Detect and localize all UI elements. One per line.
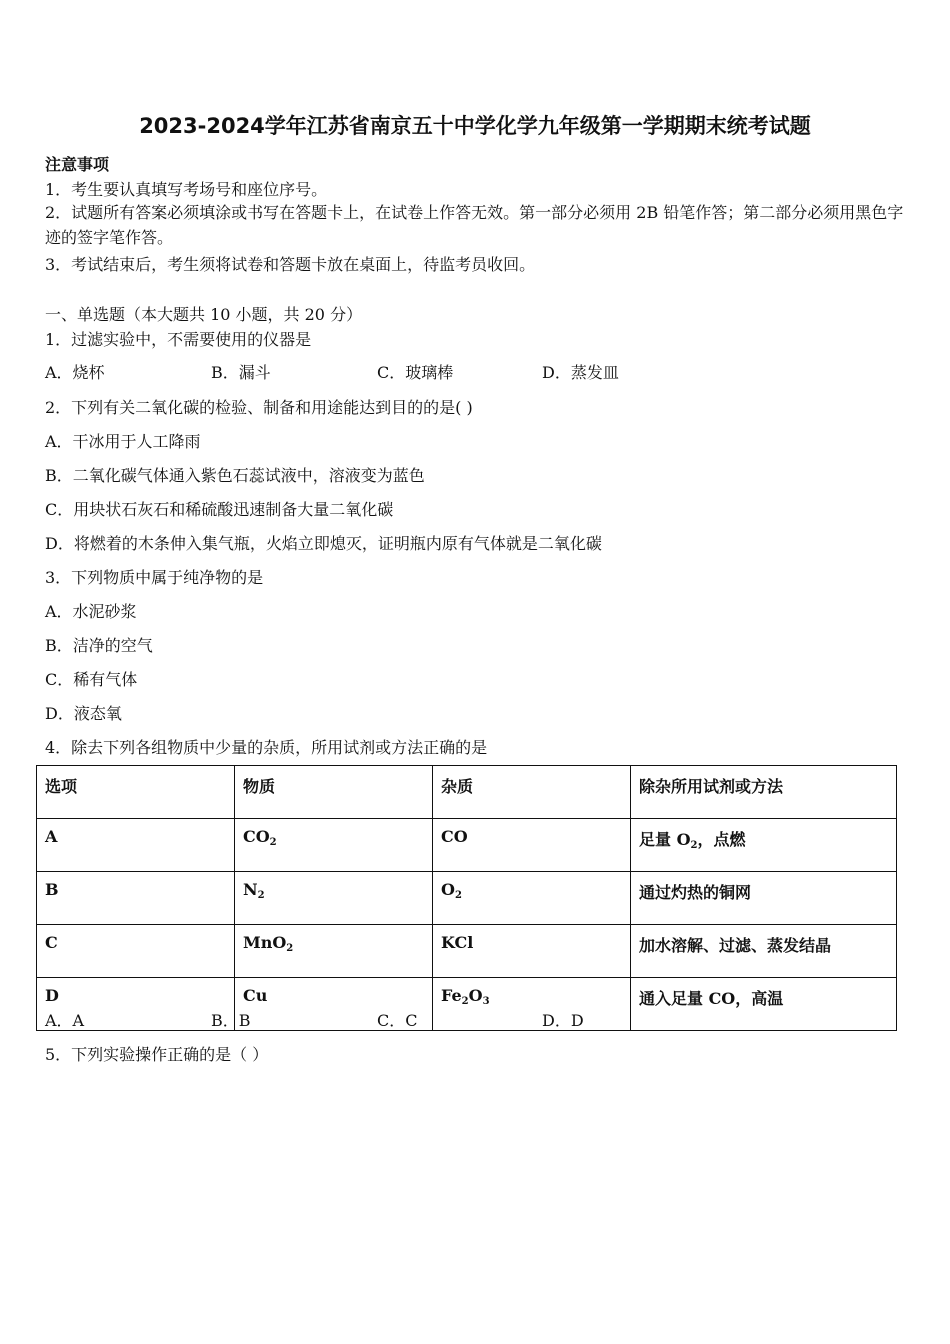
notice-item-1: 1．考生要认真填写考场号和座位序号。 <box>45 180 328 199</box>
table-header-cell: 除杂所用试剂或方法 <box>631 766 897 819</box>
q1-option-b: B．漏斗 <box>211 363 271 382</box>
formula-index: 2 <box>269 837 277 848</box>
formula-index: 2 <box>286 943 294 954</box>
question-1-stem: 1．过滤实验中，不需要使用的仪器是 <box>45 330 312 349</box>
row-option: A <box>37 819 235 872</box>
row-substance <box>235 819 433 872</box>
question-2-stem: 2．下列有关二氧化碳的检验、制备和用途能达到目的的是( ) <box>45 398 473 417</box>
q1-option-c: C．玻璃棒 <box>377 363 454 382</box>
question-1-options <box>45 360 745 382</box>
notice-item-2: 2．试题所有答案必须填涂或书写在答题卡上，在试卷上作答无效。第一部分必须用 2B 铅笔作答；第二部分必须用黑色字迹的签字笔作答。 <box>45 203 904 247</box>
formula-index: 3 <box>482 996 490 1007</box>
q1-option-d: D．蒸发皿 <box>542 363 619 382</box>
q2-option-b: B．二氧化碳气体通入紫色石蕊试液中，溶液变为蓝色 <box>45 466 425 485</box>
formula-index: 2 <box>454 890 462 901</box>
question-5-stem: 5．下列实验操作正确的是（ ） <box>45 1045 269 1064</box>
q3-option-a: A．水泥砂浆 <box>45 602 137 621</box>
q4-option-b: B．B <box>211 1011 251 1030</box>
table-row <box>37 819 897 872</box>
formula-base: MnO <box>243 933 287 952</box>
q4-option-d: D．D <box>542 1011 584 1030</box>
impurity-table <box>36 765 897 1031</box>
formula-index: 2 <box>257 890 265 901</box>
row-substance <box>235 925 433 978</box>
formula-base: O <box>441 880 455 899</box>
question-3-stem: 3．下列物质中属于纯净物的是 <box>45 568 264 587</box>
row-method: 通入足量 CO，高温 <box>631 978 897 1031</box>
row-option: B <box>37 872 235 925</box>
page-title: 2023-2024学年江苏省南京五十中学化学九年级第一学期期末统考试题 <box>139 114 811 138</box>
question-4-options <box>45 1008 745 1030</box>
row-impurity: KCl <box>433 925 631 978</box>
row-method: 加水溶解、过滤、蒸发结晶 <box>631 925 897 978</box>
q4-option-c: C．C <box>377 1011 418 1030</box>
formula-base: N <box>243 880 258 899</box>
table-row <box>37 872 897 925</box>
formula-base: CO <box>243 827 270 846</box>
q4-option-a: A．A <box>45 1011 85 1030</box>
table-row <box>37 925 897 978</box>
row-option: D <box>37 978 235 1031</box>
row-substance <box>235 872 433 925</box>
q2-option-a: A．干冰用于人工降雨 <box>45 432 201 451</box>
row-method <box>631 819 897 872</box>
q3-option-d: D．液态氧 <box>45 704 122 723</box>
q1-option-a: A．烧杯 <box>45 363 105 382</box>
question-4-stem: 4．除去下列各组物质中少量的杂质，所用试剂或方法正确的是 <box>45 738 488 757</box>
formula-base: Fe <box>441 986 462 1005</box>
section-heading: 一、单选题（本大题共 10 小题，共 20 分） <box>45 305 363 324</box>
table-header-row <box>37 766 897 819</box>
q2-option-c: C．用块状石灰石和稀硫酸迅速制备大量二氧化碳 <box>45 500 394 519</box>
row-option: C <box>37 925 235 978</box>
row-substance: Cu <box>235 978 433 1031</box>
row-impurity <box>433 819 631 872</box>
q3-option-b: B．洁净的空气 <box>45 636 153 655</box>
q3-option-c: C．稀有气体 <box>45 670 138 689</box>
formula-index: 2 <box>461 996 469 1007</box>
formula-base: CO <box>441 827 468 846</box>
q2-option-d: D．将燃着的木条伸入集气瓶，火焰立即熄灭，证明瓶内原有气体就是二氧化碳 <box>45 534 602 553</box>
formula-base: O <box>468 986 483 1005</box>
method-text: ，点燃 <box>697 830 746 849</box>
table-header-cell: 杂质 <box>433 766 631 819</box>
table-header-cell: 选项 <box>37 766 235 819</box>
notice-item-3: 3．考试结束后，考生须将试卷和答题卡放在桌面上，待监考员收回。 <box>45 255 536 274</box>
method-text: 足量 O <box>639 830 691 849</box>
notice-heading: 注意事项 <box>45 155 110 174</box>
formula-index: 2 <box>690 840 698 851</box>
table-header-cell: 物质 <box>235 766 433 819</box>
row-impurity <box>433 872 631 925</box>
row-method: 通过灼热的铜网 <box>631 872 897 925</box>
